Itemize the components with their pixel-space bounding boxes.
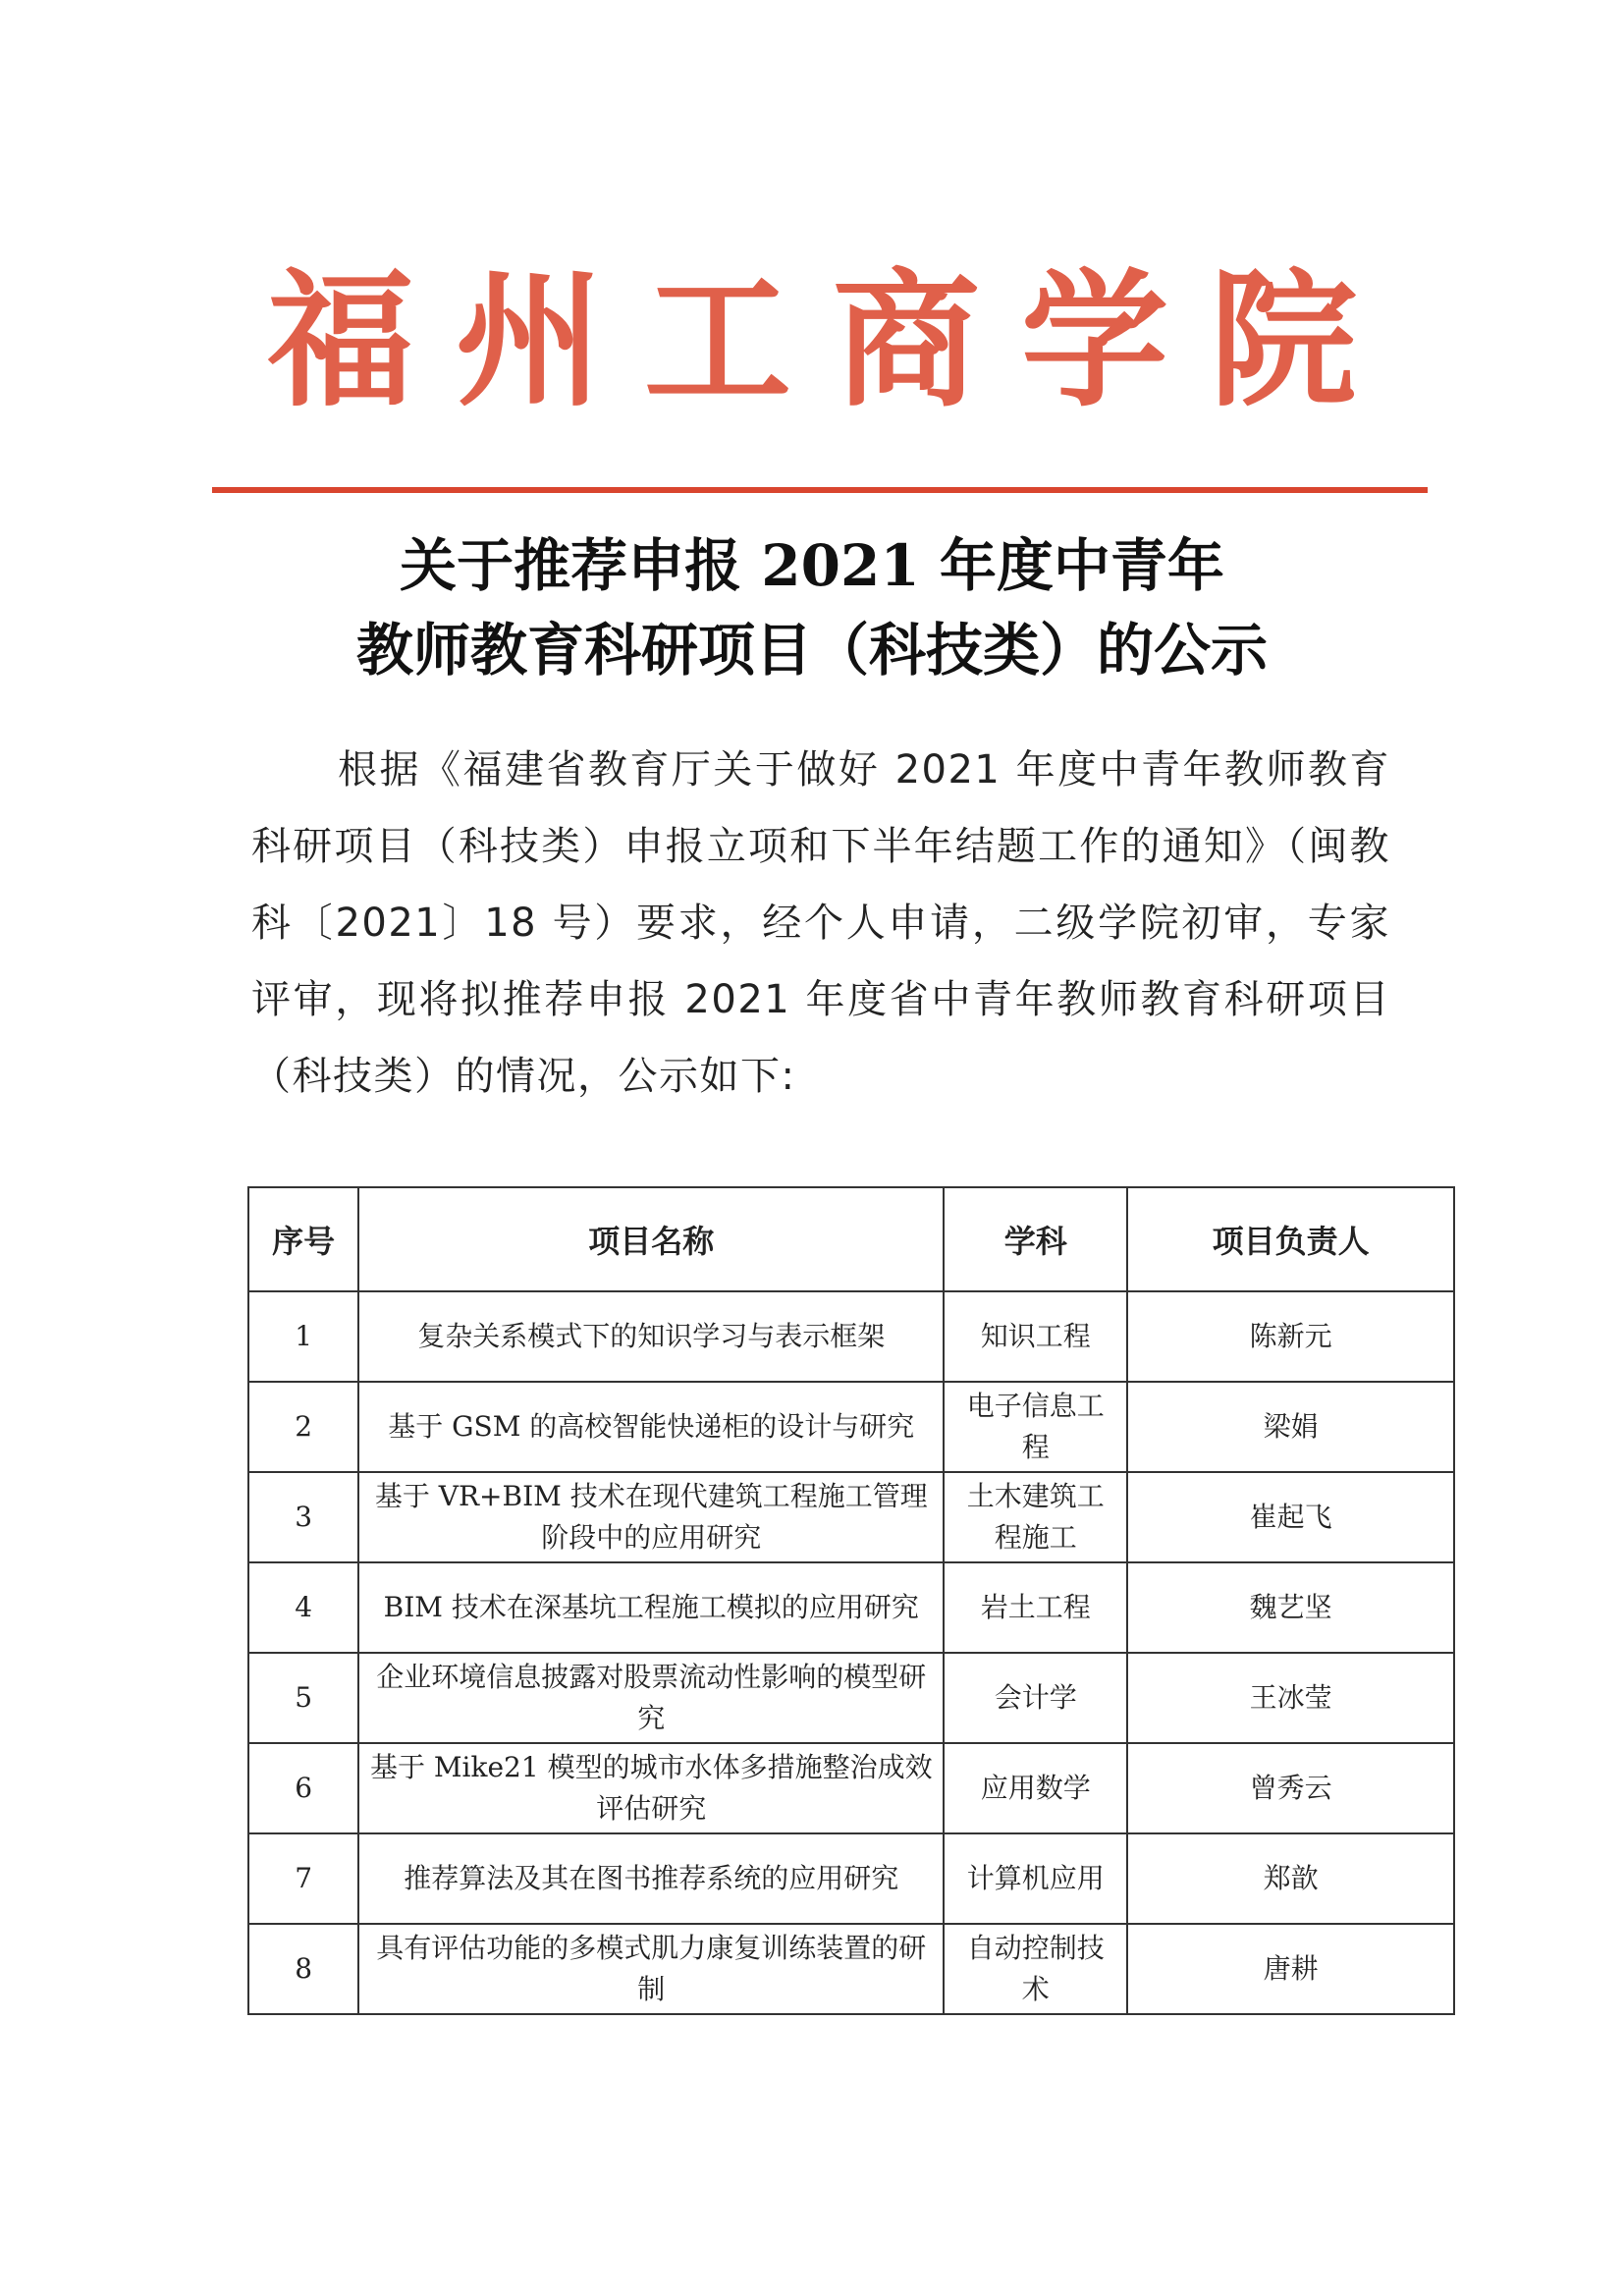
- cell-serial-number: 2: [248, 1382, 358, 1472]
- cell-serial-number: 7: [248, 1833, 358, 1924]
- table-row: [248, 1743, 1454, 1833]
- cell-project-name: BIM 技术在深基坑工程施工模拟的应用研究: [358, 1562, 944, 1653]
- cell-project-leader: 魏艺坚: [1127, 1562, 1454, 1653]
- cell-serial-number: 1: [248, 1291, 358, 1382]
- institution-masthead: 福州工商学院: [266, 254, 1398, 427]
- table-row: [248, 1472, 1454, 1562]
- cell-subject: 土木建筑工程施工: [944, 1472, 1127, 1562]
- cell-subject: 自动控制技术: [944, 1924, 1127, 2014]
- cell-serial-number: 8: [248, 1924, 358, 2014]
- cell-serial-number: 5: [248, 1653, 358, 1743]
- cell-subject: 会计学: [944, 1653, 1127, 1743]
- cell-serial-number: 4: [248, 1562, 358, 1653]
- cell-subject: 岩土工程: [944, 1562, 1127, 1653]
- cell-serial-number: 6: [248, 1743, 358, 1833]
- cell-project-leader: 崔起飞: [1127, 1472, 1454, 1562]
- cell-serial-number: 3: [248, 1472, 358, 1562]
- header-subject: 学科: [944, 1187, 1127, 1291]
- red-divider-rule: [212, 487, 1428, 493]
- project-list-table: [247, 1186, 1455, 2015]
- cell-project-name: 具有评估功能的多模式肌力康复训练装置的研制: [358, 1924, 944, 2014]
- table-row: [248, 1653, 1454, 1743]
- document-title-line-2: 教师教育科研项目（科技类）的公示: [355, 617, 1268, 683]
- table-row: [248, 1833, 1454, 1924]
- cell-project-leader: 梁娟: [1127, 1382, 1454, 1472]
- header-project-leader: 项目负责人: [1127, 1187, 1454, 1291]
- header-project-name: 项目名称: [358, 1187, 944, 1291]
- cell-subject: 知识工程: [944, 1291, 1127, 1382]
- cell-project-name: 基于 VR+BIM 技术在现代建筑工程施工管理阶段中的应用研究: [358, 1472, 944, 1562]
- table-row: [248, 1382, 1454, 1472]
- notice-body-paragraph: 根据《福建省教育厅关于做好 2021 年度中青年教师教育科研项目（科技类）申报立项和下半年结题工作的通知》（闽教科〔2021〕18 号）要求，经个人申请，二级学院初审，专家评审，现将拟推荐申报 2021 年度省中青年教师教育科研项目（科技类）的情况，公示如下:: [251, 747, 1390, 1099]
- document-title-line-1: 关于推荐申报 2021 年度中青年: [400, 532, 1224, 599]
- cell-subject: 计算机应用: [944, 1833, 1127, 1924]
- cell-project-name: 推荐算法及其在图书推荐系统的应用研究: [358, 1833, 944, 1924]
- table-row: [248, 1291, 1454, 1382]
- cell-project-leader: 王冰莹: [1127, 1653, 1454, 1743]
- cell-project-leader: 曾秀云: [1127, 1743, 1454, 1833]
- table-row: [248, 1924, 1454, 2014]
- table-header-row: [248, 1187, 1454, 1291]
- cell-project-name: 复杂关系模式下的知识学习与表示框架: [358, 1291, 944, 1382]
- table-row: [248, 1562, 1454, 1653]
- cell-project-leader: 陈新元: [1127, 1291, 1454, 1382]
- cell-subject: 应用数学: [944, 1743, 1127, 1833]
- cell-project-name: 基于 Mike21 模型的城市水体多措施整治成效评估研究: [358, 1743, 944, 1833]
- cell-project-name: 基于 GSM 的高校智能快递柜的设计与研究: [358, 1382, 944, 1472]
- cell-project-name: 企业环境信息披露对股票流动性影响的模型研究: [358, 1653, 944, 1743]
- header-serial-number: 序号: [248, 1187, 358, 1291]
- cell-project-leader: 郑歆: [1127, 1833, 1454, 1924]
- cell-project-leader: 唐耕: [1127, 1924, 1454, 2014]
- cell-subject: 电子信息工程: [944, 1382, 1127, 1472]
